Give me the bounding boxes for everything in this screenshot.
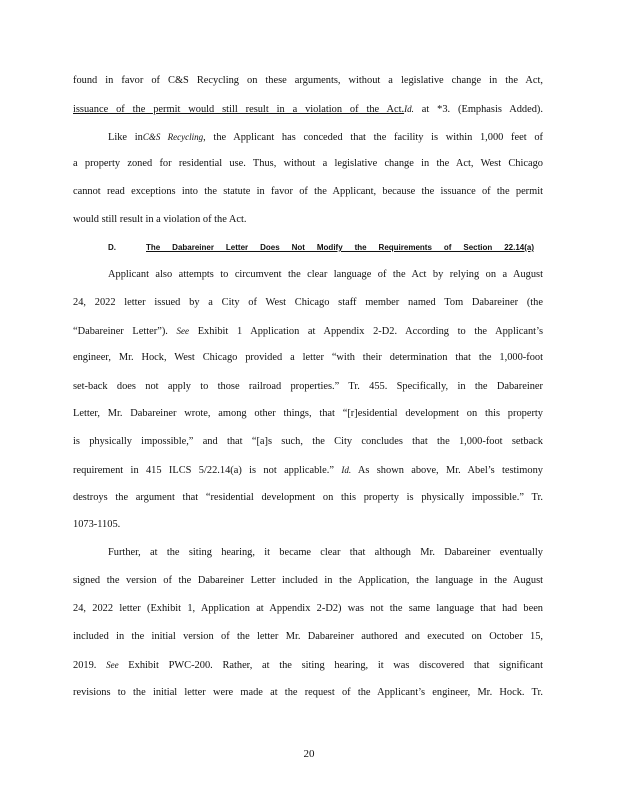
para4-line1: Further, at the siting hearing, it became clear that although Mr. Dabareiner eventually [108, 547, 543, 558]
para1-line1: found in favor of C&S Recycling on these arguments, without a legislative change in the Act, [73, 75, 543, 86]
para4-text: Exhibit PWC-200. Rather, at the siting hearing, it was discovered that significant [128, 660, 543, 671]
para3-line7: is physically impossible,” and that “[a]s such, the City concludes that the 1,000-foot setback [73, 436, 543, 447]
para4-line2: signed the version of the Dabareiner Letter included in the Application, the language in the August [73, 575, 543, 586]
para3-text: Exhibit 1 Application at Appendix 2-D2. According to the Applicant’s [197, 326, 543, 337]
para3-line10: 1073-1105. [73, 519, 121, 530]
para1-line2-rest: at *3. (Emphasis Added). [421, 104, 543, 115]
para2-text: Like in [108, 132, 143, 143]
para2-line2: a property zoned for residential use. Thus, without a legislative change in the Act, West Chicago [73, 158, 543, 169]
para2-text: , the Applicant has conceded that the facility is within 1,000 feet of [203, 132, 543, 143]
section-heading [108, 243, 534, 257]
para1-underlined-quote: issuance of the permit would still result in a violation of the Act. [73, 104, 405, 115]
para3-line5: set-back does not apply to those railroad properties.” Tr. 455. Specifically, in the Dabareiner [73, 381, 543, 392]
para3-line1: Applicant also attempts to circumvent the clear language of the Act by relying on a August [108, 269, 543, 280]
para3-line8 [73, 463, 543, 478]
section-letter: D. [108, 243, 116, 252]
para3-line2: 24, 2022 letter issued by a City of West Chicago staff member named Tom Dabareiner (the [73, 297, 543, 308]
see-signal: See [106, 660, 119, 670]
para3-line3 [73, 324, 543, 339]
para4-line3: 24, 2022 letter (Exhibit 1, Application at Appendix 2-D2) was not the same language that had been [73, 603, 543, 614]
para3-line4: engineer, Mr. Hock, West Chicago provided a letter “with their determination that the 1,000-foot [73, 352, 543, 363]
para3-text: “Dabareiner Letter”). [73, 326, 168, 337]
page-number: 20 [303, 748, 315, 760]
section-title: The Dabareiner Letter Does Not Modify the Requirements of Section 22.14(a) [146, 243, 534, 252]
para3-text: As shown above, Mr. Abel’s testimony [357, 465, 543, 476]
para4-line5 [73, 658, 543, 673]
id-cite: Id. [341, 465, 352, 475]
para2-line1 [108, 130, 543, 145]
see-signal: See [176, 326, 190, 336]
case-name: C&S Recycling [142, 132, 204, 142]
para3-text: requirement in 415 ILCS 5/22.14(a) is not applicable.” [73, 465, 334, 476]
para1-line2 [73, 102, 543, 117]
para2-line3: cannot read exceptions into the statute in favor of the Applicant, because the issuance of the permit [73, 186, 543, 197]
para1-id-cite: Id. [404, 104, 414, 114]
para4-line6: revisions to the initial letter were made at the request of the Applicant’s engineer, Mr. Hock. Tr. [73, 687, 543, 698]
para4-line4: included in the initial version of the letter Mr. Dabareiner authored and executed on October 15, [73, 631, 543, 642]
para3-line6: Letter, Mr. Dabareiner wrote, among other things, that “[r]esidential development on this property [73, 408, 543, 419]
para2-line4: would still result in a violation of the Act. [73, 214, 247, 225]
para4-text: 2019. [73, 660, 97, 671]
para3-line9: destroys the argument that “residential development on this property is physically impossible.” Tr. [73, 492, 543, 503]
